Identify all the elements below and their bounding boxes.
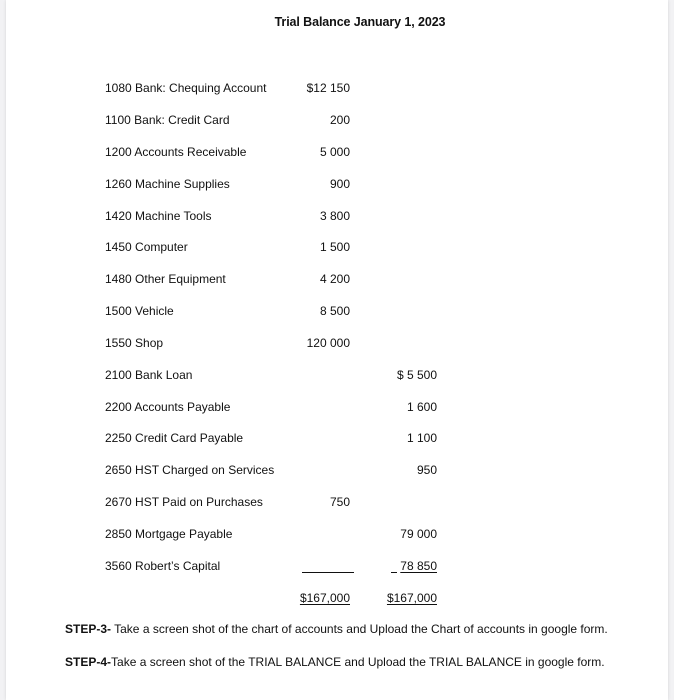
- account-name: 1500 Vehicle: [105, 304, 174, 318]
- debit-amount: 8 500: [319, 304, 350, 318]
- table-row: [6, 113, 668, 131]
- account-name: 1420 Machine Tools: [105, 209, 212, 223]
- credit-amount: 78 850: [400, 559, 437, 573]
- step-3-instruction: [65, 622, 608, 636]
- debit-amount: 900: [329, 177, 350, 191]
- debit-amount: 750: [329, 495, 350, 509]
- debit-amount: 3 800: [319, 209, 350, 223]
- debit-amount: 5 000: [319, 145, 350, 159]
- page-title: Trial Balance January 1, 2023: [274, 15, 446, 29]
- debit-total-rule: [302, 572, 354, 573]
- account-name: 2670 HST Paid on Purchases: [105, 495, 263, 509]
- table-row: [6, 304, 668, 322]
- table-row: [6, 400, 668, 418]
- credit-amount: 1 100: [406, 431, 437, 445]
- account-name: 1080 Bank: Chequing Account: [105, 81, 267, 95]
- debit-amount: 1 500: [319, 240, 350, 254]
- credit-amount: 79 000: [400, 527, 437, 541]
- step-label: STEP-4-: [65, 655, 112, 669]
- credit-amount: 950: [416, 463, 437, 477]
- account-name: 1450 Computer: [105, 240, 188, 254]
- credit-total-rule: [391, 572, 397, 573]
- table-row: [6, 495, 668, 513]
- table-row: [6, 240, 668, 258]
- table-row: [6, 559, 668, 577]
- table-row: [6, 145, 668, 163]
- table-row: [6, 81, 668, 99]
- account-name: 1260 Machine Supplies: [105, 177, 230, 191]
- account-name: 1550 Shop: [105, 336, 164, 350]
- table-row: [6, 209, 668, 227]
- step-4-instruction: [65, 655, 605, 669]
- account-name: 2850 Mortgage Payable: [105, 527, 233, 541]
- account-name: 3560 Robert’s Capital: [105, 559, 221, 573]
- credit-amount: 1 600: [406, 400, 437, 414]
- table-row: [6, 177, 668, 195]
- table-row: [6, 431, 668, 449]
- step-text: Take a screen shot of the TRIAL BALANCE and Upload the TRIAL BALANCE in google form.: [111, 655, 605, 669]
- account-name: 2650 HST Charged on Services: [105, 463, 275, 477]
- account-name: 2100 Bank Loan: [105, 368, 193, 382]
- account-name: 2250 Credit Card Payable: [105, 431, 244, 445]
- debit-amount: 120 000: [306, 336, 350, 350]
- debit-amount: $12 150: [306, 81, 350, 95]
- debit-total: $167,000: [299, 591, 350, 605]
- step-text: Take a screen shot of the chart of accounts and Upload the Chart of accounts in google form.: [111, 622, 608, 636]
- table-row: [6, 463, 668, 481]
- account-name: 1200 Accounts Receivable: [105, 145, 247, 159]
- credit-total: $167,000: [386, 591, 437, 605]
- account-name: 2200 Accounts Payable: [105, 400, 231, 414]
- totals-row: [6, 591, 668, 609]
- step-label: STEP-3-: [65, 622, 112, 636]
- account-name: 1480 Other Equipment: [105, 272, 226, 286]
- credit-amount: $ 5 500: [396, 368, 437, 382]
- debit-amount: 4 200: [319, 272, 350, 286]
- account-name: 1100 Bank: Credit Card: [105, 113, 230, 127]
- document-page: [6, 0, 668, 700]
- table-row: [6, 368, 668, 386]
- table-row: [6, 272, 668, 290]
- debit-amount: 200: [329, 113, 350, 127]
- table-row: [6, 336, 668, 354]
- table-row: [6, 527, 668, 545]
